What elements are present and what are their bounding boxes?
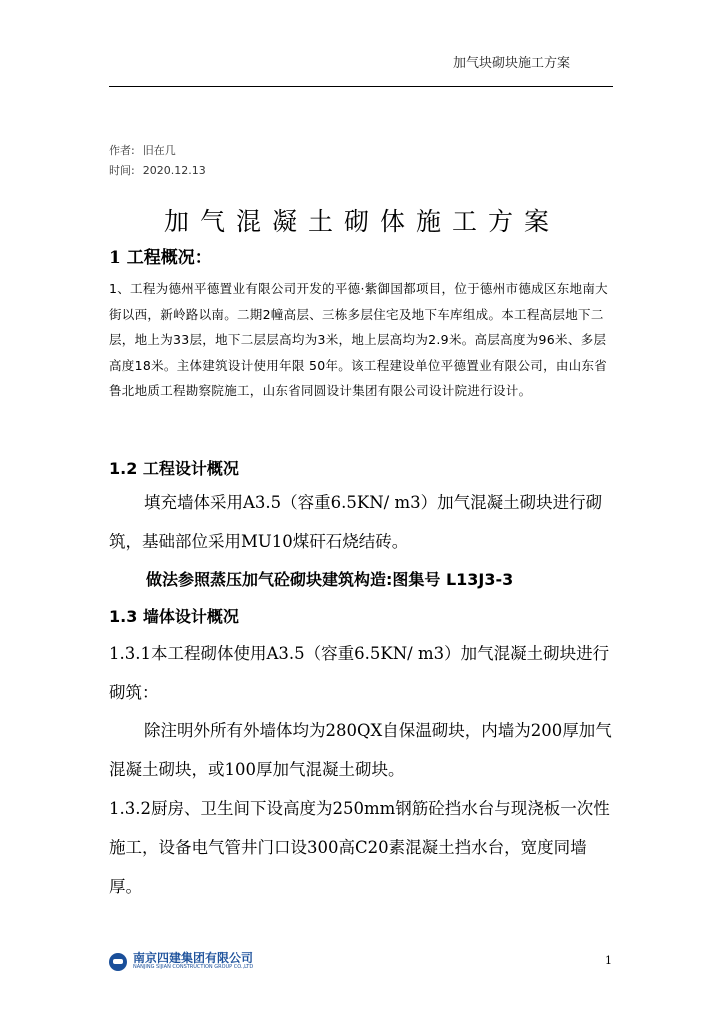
page-number: 1 [605, 954, 612, 967]
section-1-heading: 1 工程概况： [109, 248, 212, 268]
company-name-cn: 南京四建集团有限公司 [133, 951, 254, 965]
company-name-en: NANJING SIJIAN CONSTRUCTION GROUP CO.,LTD [133, 964, 254, 970]
time-label: 时间: [109, 164, 135, 177]
section-1-3-2-paragraph: 1.3.2厨房、卫生间下设高度为250mm钢筋砼挡水台与现浇板一次性施工，设备电气管井门口设300高C20素混凝土挡水台，宽度同墙厚。 [109, 799, 610, 896]
section-1-2-heading: 1.2 工程设计概况 [109, 459, 239, 478]
section-1-3-1-paragraph: 1.3.1本工程砌体使用A3.5（容重6.5KN/ m3）加气混凝土砌块进行砌筑： [109, 644, 610, 702]
section-1-paragraph: 1、工程为德州平德置业有限公司开发的平德·紫御国都项目，位于德州市德成区东地南大街以西，新岭路以南。二期2幢高层、三栋多层住宅及地下车库组成。本工程高层地下二层，地上为33层，地下二层层高均为3米，地上层高均为2.9米。高层高度为96米、多层高度18米。主体建筑设计使用年限 50年。该工程建设单位平德置业有限公司，由山东省鲁北地质工程勘察院施工，山东省同圆设计集团有限公司设计院进行设计。 [109, 281, 608, 398]
author-value: 旧在几 [142, 144, 176, 157]
section-1-3-1-detail: 除注明外所有外墙体均为280QX自保温砌块，内墙为200厚加气混凝土砌块，或100厚加气混凝土砌块。 [109, 721, 612, 779]
author-line [109, 142, 176, 158]
time-line [109, 162, 206, 178]
header-divider [109, 86, 613, 87]
section-1-3-heading: 1.3 墙体设计概况 [109, 607, 239, 626]
time-value: 2020.12.13 [142, 164, 206, 177]
section-1-2-reference: 做法参照蒸压加气砼砌块建筑构造:图集号 L13J3-3 [146, 570, 514, 589]
company-logo [109, 952, 253, 971]
document-title: 加气混凝土砌体施工方案 [163, 207, 560, 236]
author-label: 作者: [109, 144, 135, 157]
company-logo-icon [109, 953, 127, 971]
running-header-title: 加气块砌块施工方案 [452, 56, 570, 71]
section-1-2-paragraph: 填充墙体采用A3.5（容重6.5KN/ m3）加气混凝土砌块进行砌筑，基础部位采用MU10煤矸石烧结砖。 [109, 493, 603, 551]
